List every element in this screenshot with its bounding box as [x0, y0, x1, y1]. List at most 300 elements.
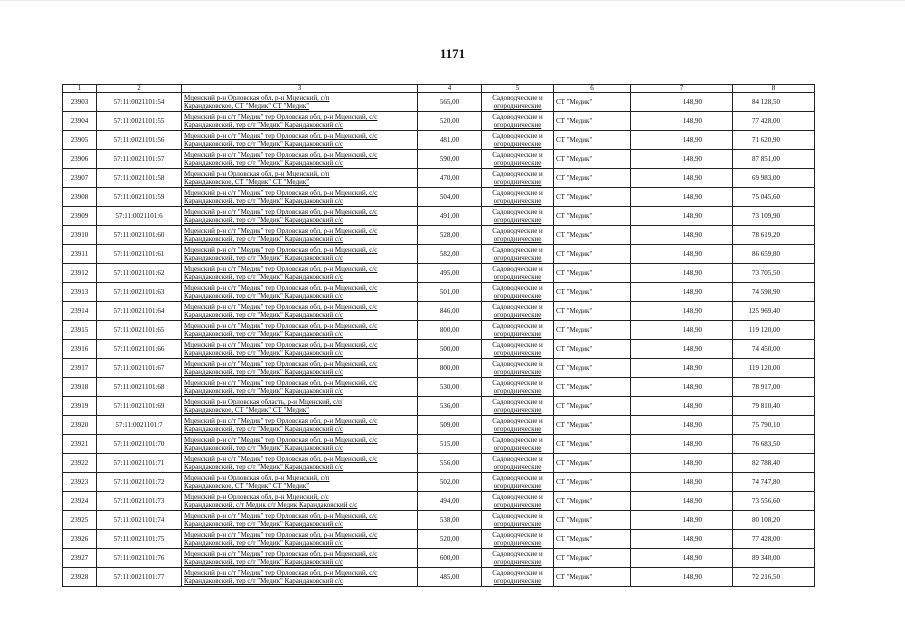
organization-cell: СТ "Медик": [554, 264, 631, 283]
organization-cell: СТ "Медик": [554, 530, 631, 549]
address-line-2: Карандаковский, тер с/т "Медик" Карандаковский с/с: [184, 159, 344, 167]
area-cell: 528,00: [418, 226, 482, 245]
row-number-cell: 23924: [63, 492, 97, 511]
row-number-cell: 23908: [63, 188, 97, 207]
address-line-1: Мценский р-н с/т "Медик" тер Орловская обл, р-н Мценский, с/с: [184, 379, 378, 387]
land-use-line-2: огороднические: [493, 406, 542, 414]
table-body: [63, 93, 815, 587]
address-cell: [182, 131, 418, 150]
row-number-cell: 23916: [63, 340, 97, 359]
value-cell: 119 120,00: [733, 359, 815, 378]
address-line-1: Мценский р-н с/т "Медик" тер Орловская обл, р-н Мценский, с/с: [184, 113, 378, 121]
land-use-line-2: огороднические: [493, 387, 542, 395]
land-use-line-2: огороднические: [493, 159, 542, 167]
row-number-cell: 23907: [63, 169, 97, 188]
address-cell: [182, 454, 418, 473]
rate-cell: 148,90: [631, 112, 733, 131]
land-use-cell: [482, 112, 554, 131]
row-number-cell: 23912: [63, 264, 97, 283]
organization-cell: СТ "Медик": [554, 378, 631, 397]
organization-cell: СТ "Медик": [554, 397, 631, 416]
address-line-2: Карандаковский, тер с/т "Медик" Карандаковский с/с: [184, 425, 344, 433]
address-line-1: Мценский р-н с/т "Медик" тер Орловская обл, р-н Мценский, с/с: [184, 341, 378, 349]
table-row: [63, 188, 815, 207]
row-number-cell: 23914: [63, 302, 97, 321]
address-line-2: Карандаковский, тер с/т "Медик" Карандаковский с/с: [184, 463, 344, 471]
land-use-line-1: Садоводческие и: [492, 512, 543, 520]
land-use-line-2: огороднические: [493, 292, 542, 300]
organization-cell: СТ "Медик": [554, 93, 631, 112]
address-cell: [182, 93, 418, 112]
land-use-cell: [482, 226, 554, 245]
cadastral-number-cell: 57:11:0021101:63: [97, 283, 182, 302]
table-row: [63, 226, 815, 245]
address-cell: [182, 568, 418, 587]
header-cell: 2: [97, 85, 182, 93]
land-use-cell: [482, 150, 554, 169]
row-number-cell: 23917: [63, 359, 97, 378]
address-cell: [182, 283, 418, 302]
address-line-2: Карандаковский, тер с/т "Медик" Карандаковский с/с: [184, 539, 344, 547]
address-cell: [182, 378, 418, 397]
address-line-2: Карандаковское, СТ "Медик" СТ "Медик": [184, 178, 310, 186]
address-cell: [182, 207, 418, 226]
land-use-line-1: Садоводческие и: [492, 227, 543, 235]
organization-cell: СТ "Медик": [554, 321, 631, 340]
row-number-cell: 23903: [63, 93, 97, 112]
address-cell: [182, 397, 418, 416]
table-row: [63, 397, 815, 416]
land-use-line-1: Садоводческие и: [492, 398, 543, 406]
area-cell: 800,00: [418, 359, 482, 378]
land-use-line-1: Садоводческие и: [492, 322, 543, 330]
value-cell: 73 109,90: [733, 207, 815, 226]
value-cell: 119 120,00: [733, 321, 815, 340]
table-row: [63, 359, 815, 378]
address-line-1: Мценский р-н с/т "Медик" тер Орловская обл, р-н Мценский, с/с: [184, 550, 378, 558]
land-use-line-2: огороднические: [493, 197, 542, 205]
address-line-2: Карандаковский, тер с/т "Медик" Карандаковский с/с: [184, 444, 344, 452]
value-cell: 84 128,50: [733, 93, 815, 112]
organization-cell: СТ "Медик": [554, 549, 631, 568]
address-cell: [182, 226, 418, 245]
header-cell: 1: [63, 85, 97, 93]
organization-cell: СТ "Медик": [554, 245, 631, 264]
table-row: [63, 454, 815, 473]
scan-artifact: [0, 0, 905, 15]
row-number-cell: 23918: [63, 378, 97, 397]
address-line-1: Мценский р-н с/т "Медик" тер Орловская обл, р-н Мценский, с/с: [184, 246, 378, 254]
address-line-2: Карандаковский, с/т Медик с/т Медик Карандаковский с/с: [184, 501, 358, 509]
address-cell: [182, 321, 418, 340]
row-number-cell: 23913: [63, 283, 97, 302]
address-line-1: Мценский р-н с/т "Медик" тер Орловская обл, р-н Мценский, с/с: [184, 265, 378, 273]
row-number-cell: 23905: [63, 131, 97, 150]
header-cell: 6: [554, 85, 631, 93]
land-use-line-2: огороднические: [493, 444, 542, 452]
table-row: [63, 283, 815, 302]
rate-cell: 148,90: [631, 568, 733, 587]
address-cell: [182, 492, 418, 511]
land-use-line-1: Садоводческие и: [492, 303, 543, 311]
land-use-line-1: Садоводческие и: [492, 341, 543, 349]
address-cell: [182, 473, 418, 492]
land-use-line-2: огороднические: [493, 235, 542, 243]
table-row: [63, 150, 815, 169]
cadastral-number-cell: 57:11:0021101:61: [97, 245, 182, 264]
cadastral-number-cell: 57:11:0021101:71: [97, 454, 182, 473]
cadastral-number-cell: 57:11:0021101:70: [97, 435, 182, 454]
land-use-cell: [482, 264, 554, 283]
address-line-1: Мценский р-н Орловская обл, р-н Мценский, с/п: [184, 474, 330, 482]
land-use-cell: [482, 492, 554, 511]
value-cell: 82 788,40: [733, 454, 815, 473]
land-use-line-2: огороднические: [493, 368, 542, 376]
land-use-line-2: огороднические: [493, 501, 542, 509]
area-cell: 582,00: [418, 245, 482, 264]
address-line-2: Карандаковский, тер с/т "Медик" Карандаковский с/с: [184, 235, 344, 243]
land-use-line-2: огороднические: [493, 102, 542, 110]
address-line-1: Мценский р-н с/т "Медик" тер Орловская обл, р-н Мценский, с/с: [184, 151, 378, 159]
land-use-cell: [482, 131, 554, 150]
value-cell: 80 108,20: [733, 511, 815, 530]
row-number-cell: 23915: [63, 321, 97, 340]
rate-cell: 148,90: [631, 492, 733, 511]
address-cell: [182, 302, 418, 321]
land-use-cell: [482, 245, 554, 264]
organization-cell: СТ "Медик": [554, 568, 631, 587]
area-cell: 515,00: [418, 435, 482, 454]
value-cell: 77 428,00: [733, 530, 815, 549]
rate-cell: 148,90: [631, 473, 733, 492]
address-line-2: Карандаковский, тер с/т "Медик" Карандаковский с/с: [184, 349, 344, 357]
address-line-1: Мценский р-н с/т "Медик" тер Орловская обл, р-н Мценский, с/с: [184, 227, 378, 235]
address-cell: [182, 112, 418, 131]
address-line-2: Карандаковское, СТ "Медик" СТ "Медик": [184, 406, 310, 414]
land-use-line-1: Садоводческие и: [492, 436, 543, 444]
table-row: [63, 321, 815, 340]
organization-cell: СТ "Медик": [554, 492, 631, 511]
area-cell: 481,00: [418, 131, 482, 150]
land-use-line-2: огороднические: [493, 558, 542, 566]
land-use-line-2: огороднические: [493, 121, 542, 129]
address-line-1: Мценский р-н с/т "Медик" тер Орловская обл, р-н Мценский, с/с: [184, 569, 378, 577]
land-use-line-1: Садоводческие и: [492, 113, 543, 121]
land-use-line-2: огороднические: [493, 577, 542, 585]
row-number-cell: 23927: [63, 549, 97, 568]
area-cell: 536,00: [418, 397, 482, 416]
organization-cell: СТ "Медик": [554, 302, 631, 321]
land-use-cell: [482, 321, 554, 340]
header-cell: 4: [418, 85, 482, 93]
rate-cell: 148,90: [631, 416, 733, 435]
land-use-line-1: Садоводческие и: [492, 189, 543, 197]
value-cell: 69 983,00: [733, 169, 815, 188]
land-use-cell: [482, 169, 554, 188]
value-cell: 72 216,50: [733, 568, 815, 587]
address-line-2: Карандаковский, тер с/т "Медик" Карандаковский с/с: [184, 121, 344, 129]
area-cell: 520,00: [418, 530, 482, 549]
land-use-line-1: Садоводческие и: [492, 493, 543, 501]
address-line-2: Карандаковский, тер с/т "Медик" Карандаковский с/с: [184, 558, 344, 566]
value-cell: 89 340,00: [733, 549, 815, 568]
value-cell: 79 810,40: [733, 397, 815, 416]
address-line-2: Карандаковское, СТ "Медик" СТ "Медик": [184, 102, 310, 110]
organization-cell: СТ "Медик": [554, 226, 631, 245]
organization-cell: СТ "Медик": [554, 511, 631, 530]
organization-cell: СТ "Медик": [554, 435, 631, 454]
organization-cell: СТ "Медик": [554, 150, 631, 169]
table-row: [63, 378, 815, 397]
cadastral-number-cell: 57:11:0021101:76: [97, 549, 182, 568]
area-cell: 495,00: [418, 264, 482, 283]
rate-cell: 148,90: [631, 321, 733, 340]
row-number-cell: 23904: [63, 112, 97, 131]
address-line-1: Мценский р-н с/т "Медик" тер Орловская обл, р-н Мценский, с/с: [184, 455, 378, 463]
address-line-2: Карандаковский, тер с/т "Медик" Карандаковский с/с: [184, 273, 344, 281]
row-number-cell: 23906: [63, 150, 97, 169]
value-cell: 75 045,60: [733, 188, 815, 207]
land-use-cell: [482, 549, 554, 568]
area-cell: 520,00: [418, 112, 482, 131]
organization-cell: СТ "Медик": [554, 207, 631, 226]
address-line-1: Мценский р-н с/т "Медик" тер Орловская обл, р-н Мценский, с/с: [184, 436, 378, 444]
organization-cell: СТ "Медик": [554, 131, 631, 150]
value-cell: 74 747,80: [733, 473, 815, 492]
land-use-line-1: Садоводческие и: [492, 417, 543, 425]
land-use-cell: [482, 454, 554, 473]
rate-cell: 148,90: [631, 302, 733, 321]
land-use-cell: [482, 416, 554, 435]
land-use-line-2: огороднические: [493, 482, 542, 490]
rate-cell: 148,90: [631, 245, 733, 264]
table-row: [63, 549, 815, 568]
land-use-cell: [482, 340, 554, 359]
table-row: [63, 93, 815, 112]
address-line-1: Мценский р-н с/т "Медик" тер Орловская обл, р-н Мценский, с/с: [184, 303, 378, 311]
cadastral-number-cell: 57:11:0021101:64: [97, 302, 182, 321]
cadastral-number-cell: 57:11:0021101:6: [97, 207, 182, 226]
land-use-line-1: Садоводческие и: [492, 531, 543, 539]
area-cell: 491,00: [418, 207, 482, 226]
address-cell: [182, 511, 418, 530]
address-line-1: Мценский р-н с/т "Медик" тер Орловская обл, р-н Мценский, с/с: [184, 189, 378, 197]
area-cell: 800,00: [418, 321, 482, 340]
land-use-line-2: огороднические: [493, 330, 542, 338]
land-use-cell: [482, 302, 554, 321]
area-cell: 494,00: [418, 492, 482, 511]
address-cell: [182, 435, 418, 454]
land-use-cell: [482, 93, 554, 112]
land-use-line-1: Садоводческие и: [492, 151, 543, 159]
organization-cell: СТ "Медик": [554, 359, 631, 378]
cadastral-number-cell: 57:11:0021101:73: [97, 492, 182, 511]
area-cell: 501,00: [418, 283, 482, 302]
address-cell: [182, 530, 418, 549]
row-number-cell: 23911: [63, 245, 97, 264]
header-cell: 5: [482, 85, 554, 93]
row-number-cell: 23921: [63, 435, 97, 454]
cadastral-number-cell: 57:11:0021101:66: [97, 340, 182, 359]
address-line-1: Мценский р-н с/т "Медик" тер Орловская обл, р-н Мценский, с/с: [184, 284, 378, 292]
address-line-1: Мценский р-н с/т "Медик" тер Орловская обл, р-н Мценский, с/с: [184, 512, 378, 520]
value-cell: 76 683,50: [733, 435, 815, 454]
header-row: [63, 85, 815, 93]
rate-cell: 148,90: [631, 549, 733, 568]
cadastral-number-cell: 57:11:0021101:67: [97, 359, 182, 378]
rate-cell: 148,90: [631, 283, 733, 302]
land-use-line-1: Садоводческие и: [492, 246, 543, 254]
area-cell: 485,00: [418, 568, 482, 587]
area-cell: 565,00: [418, 93, 482, 112]
land-use-cell: [482, 568, 554, 587]
address-cell: [182, 416, 418, 435]
area-cell: 504,00: [418, 188, 482, 207]
land-use-line-2: огороднические: [493, 311, 542, 319]
address-line-2: Карандаковский, тер с/т "Медик" Карандаковский с/с: [184, 197, 344, 205]
table-row: [63, 207, 815, 226]
cadastral-number-cell: 57:11:0021101:68: [97, 378, 182, 397]
land-use-line-1: Садоводческие и: [492, 284, 543, 292]
table-row: [63, 340, 815, 359]
page-number: 1171: [439, 46, 466, 61]
address-line-2: Карандаковский, тер с/т "Медик" Карандаковский с/с: [184, 330, 344, 338]
address-line-1: Мценский р-н с/т "Медик" тер Орловская обл, р-н Мценский, с/с: [184, 360, 378, 368]
land-use-cell: [482, 435, 554, 454]
rate-cell: 148,90: [631, 511, 733, 530]
address-cell: [182, 264, 418, 283]
cadastral-number-cell: 57:11:0021101:57: [97, 150, 182, 169]
area-cell: 538,00: [418, 511, 482, 530]
address-line-2: Карандаковский, тер с/т "Медик" Карандаковский с/с: [184, 216, 344, 224]
land-use-line-2: огороднические: [493, 273, 542, 281]
land-use-line-1: Садоводческие и: [492, 94, 543, 102]
row-number-cell: 23909: [63, 207, 97, 226]
rate-cell: 148,90: [631, 169, 733, 188]
table-row: [63, 264, 815, 283]
header-cell: 7: [631, 85, 733, 93]
organization-cell: СТ "Медик": [554, 340, 631, 359]
cadastral-number-cell: 57:11:0021101:62: [97, 264, 182, 283]
land-use-line-2: огороднические: [493, 539, 542, 547]
row-number-cell: 23919: [63, 397, 97, 416]
value-cell: 77 428,00: [733, 112, 815, 131]
area-cell: 600,00: [418, 549, 482, 568]
land-use-line-2: огороднические: [493, 254, 542, 262]
land-use-line-1: Садоводческие и: [492, 550, 543, 558]
cadastral-number-cell: 57:11:0021101:59: [97, 188, 182, 207]
area-cell: 590,00: [418, 150, 482, 169]
land-use-cell: [482, 188, 554, 207]
value-cell: 78 619,20: [733, 226, 815, 245]
land-use-line-2: огороднические: [493, 140, 542, 148]
organization-cell: СТ "Медик": [554, 169, 631, 188]
table-row: [63, 530, 815, 549]
table-row: [63, 473, 815, 492]
organization-cell: СТ "Медик": [554, 473, 631, 492]
land-use-line-1: Садоводческие и: [492, 455, 543, 463]
value-cell: 125 969,40: [733, 302, 815, 321]
rate-cell: 148,90: [631, 378, 733, 397]
rate-cell: 148,90: [631, 397, 733, 416]
address-cell: [182, 188, 418, 207]
table-row: [63, 112, 815, 131]
address-line-2: Карандаковский, тер с/т "Медик" Карандаковский с/с: [184, 140, 344, 148]
land-use-cell: [482, 473, 554, 492]
value-cell: 73 556,60: [733, 492, 815, 511]
value-cell: 75 790,10: [733, 416, 815, 435]
cadastral-number-cell: 57:11:0021101:69: [97, 397, 182, 416]
table-row: [63, 302, 815, 321]
address-line-1: Мценский р-н с/т "Медик" тер Орловская обл, р-н Мценский, с/с: [184, 322, 378, 330]
rate-cell: 148,90: [631, 264, 733, 283]
area-cell: 500,00: [418, 340, 482, 359]
value-cell: 74 598,90: [733, 283, 815, 302]
table-row: [63, 131, 815, 150]
cadastral-number-cell: 57:11:0021101:58: [97, 169, 182, 188]
value-cell: 87 851,00: [733, 150, 815, 169]
address-line-1: Мценский р-н Орловская область, р-н Мценский, с/п: [184, 398, 342, 406]
address-cell: [182, 359, 418, 378]
value-cell: 78 917,00: [733, 378, 815, 397]
land-use-cell: [482, 207, 554, 226]
cadastral-number-cell: 57:11:0021101:7: [97, 416, 182, 435]
table-row: [63, 416, 815, 435]
organization-cell: СТ "Медик": [554, 188, 631, 207]
value-cell: 73 705,50: [733, 264, 815, 283]
address-line-1: Мценский р-н Орловская обл, р-н Мценский, с/с: [184, 493, 329, 501]
row-number-cell: 23922: [63, 454, 97, 473]
table-row: [63, 511, 815, 530]
cadastral-number-cell: 57:11:0021101:74: [97, 511, 182, 530]
table-row: [63, 568, 815, 587]
address-line-2: Карандаковский, тер с/т "Медик" Карандаковский с/с: [184, 368, 344, 376]
rate-cell: 148,90: [631, 226, 733, 245]
address-line-2: Карандаковский, тер с/т "Медик" Карандаковский с/с: [184, 387, 344, 395]
land-use-line-1: Садоводческие и: [492, 170, 543, 178]
land-use-line-2: огороднические: [493, 520, 542, 528]
row-number-cell: 23923: [63, 473, 97, 492]
header-cell: 8: [733, 85, 815, 93]
rate-cell: 148,90: [631, 530, 733, 549]
row-number-cell: 23928: [63, 568, 97, 587]
value-cell: 74 450,00: [733, 340, 815, 359]
organization-cell: СТ "Медик": [554, 283, 631, 302]
table-row: [63, 169, 815, 188]
land-use-line-2: огороднические: [493, 425, 542, 433]
land-use-line-2: огороднические: [493, 349, 542, 357]
rate-cell: 148,90: [631, 454, 733, 473]
table-row: [63, 492, 815, 511]
land-use-cell: [482, 511, 554, 530]
rate-cell: 148,90: [631, 93, 733, 112]
value-cell: 86 659,80: [733, 245, 815, 264]
table-row: [63, 435, 815, 454]
land-use-line-1: Садоводческие и: [492, 208, 543, 216]
rate-cell: 148,90: [631, 131, 733, 150]
address-line-2: Карандаковский, тер с/т "Медик" Карандаковский с/с: [184, 254, 344, 262]
cadastral-number-cell: 57:11:0021101:54: [97, 93, 182, 112]
land-use-line-1: Садоводческие и: [492, 132, 543, 140]
cadastral-number-cell: 57:11:0021101:72: [97, 473, 182, 492]
rate-cell: 148,90: [631, 435, 733, 454]
land-use-cell: [482, 530, 554, 549]
cadastral-number-cell: 57:11:0021101:65: [97, 321, 182, 340]
land-use-cell: [482, 359, 554, 378]
row-number-cell: 23926: [63, 530, 97, 549]
land-use-line-2: огороднические: [493, 178, 542, 186]
table-row: [63, 245, 815, 264]
